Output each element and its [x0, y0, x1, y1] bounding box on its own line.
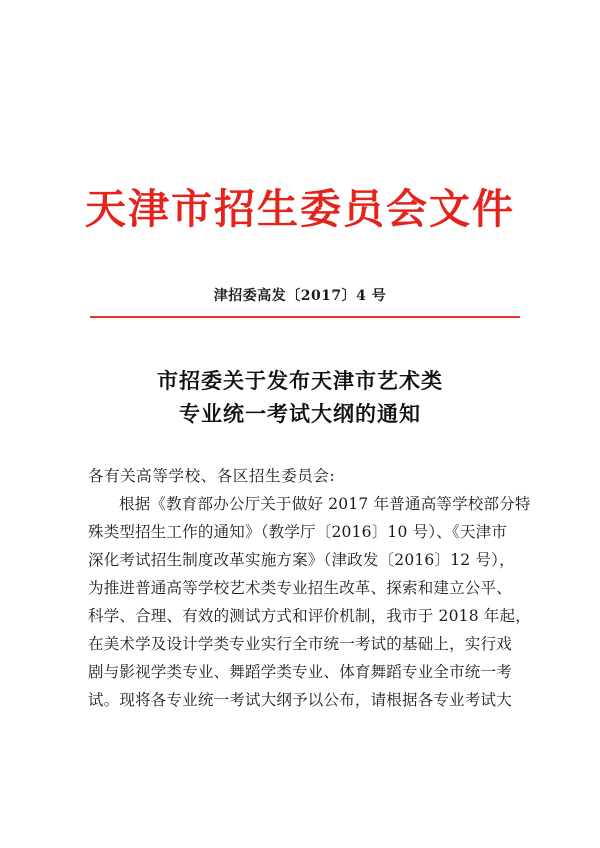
body-line: 根据《教育部办公厅关于做好 2017 年普通高等学校部分特	[119, 495, 531, 513]
body-line: 剧与影视学类专业、舞蹈学类专业、体育舞蹈专业全市统一考	[88, 663, 512, 681]
body-line: 为推进普通高等学校艺术类专业招生改革、探索和建立公平、	[88, 579, 512, 597]
body-line: 深化考试招生制度改革实施方案》（津政发〔2016〕12 号），	[88, 551, 515, 569]
document-number: 津招委高发〔2017〕4 号	[213, 288, 387, 304]
red-separator-rule	[90, 316, 520, 318]
body-line: 科学、合理、有效的测试方式和评价机制，我市于 2018 年起，	[88, 607, 532, 625]
subject-title-line-2: 专业统一考试大纲的通知	[179, 400, 421, 426]
document-number-row	[0, 285, 600, 305]
body-line: 在美术学及设计学类专业实行全市统一考试的基础上，实行戏	[88, 635, 512, 653]
subject-title	[0, 365, 600, 430]
masthead	[0, 186, 600, 233]
body-line: 试。现将各专业统一考试大纲予以公布，请根据各专业考试大	[88, 691, 512, 709]
salutation: 各有关高等学校、各区招生委员会:	[88, 467, 336, 485]
document-body	[88, 462, 532, 714]
masthead-title: 天津市招生委员会文件	[85, 185, 515, 233]
subject-title-line-1: 市招委关于发布天津市艺术类	[157, 368, 443, 393]
body-line: 殊类型招生工作的通知》（教学厅〔2016〕10 号）、《天津市	[88, 523, 508, 541]
